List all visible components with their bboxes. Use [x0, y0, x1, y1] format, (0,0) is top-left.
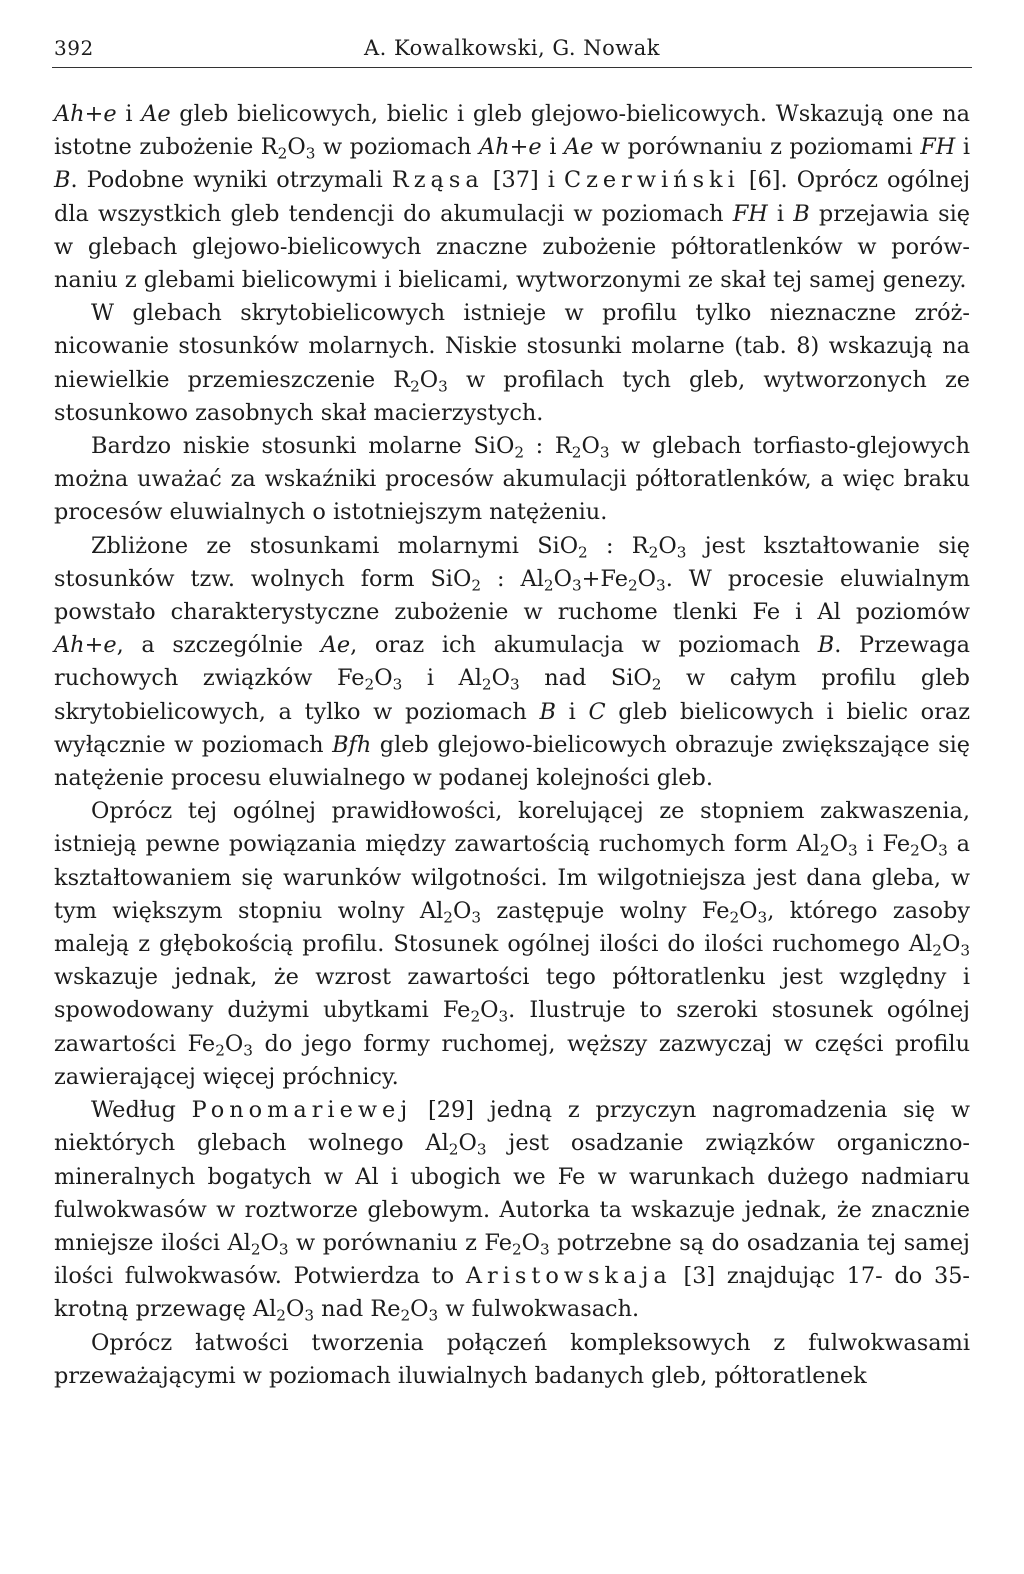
paragraph: Bardzo niskie stosunki molarne SiO$_2$ : $R_2O_3$ w glebach torfiasto-glejowych można uważać za wskaźniki procesów akumulacji półtoratlenków, a więc braku procesów eluwialnych o istotniejszym natężeniu.: [54, 433, 970, 526]
header-rule: [52, 67, 972, 68]
paragraph: Oprócz tej ogólnej prawidłowości, korelującej ze stopniem zakwaszenia, istnieją pewne powiązania między zawartością ruchomych form $Al_2O_3$ i $Fe_2O_3$ a kształtowaniem się warunków wilgotności. Im wilgotniejsza jest dana gleba, w tym większym stopniu wolny $Al_2O_3$ zastępuje wolny $Fe_2O_3$, którego zasoby maleją z głębokością profilu. Stosunek ogólnej ilości do ilości ruchomego $Al_2O_3$ wskazuje jednak, że wzrost zawartości tego półtoratlenku jest względny i spowodowany dużymi ubytkami $Fe_2O_3$. Ilustruje to szeroki stosunek ogólnej zawartości $Fe_2O_3$ do jego formy ruchomej, węższy zazwyczaj w części profilu zawierającej więcej próchnicy.: [54, 798, 971, 1090]
body-text: [54, 98, 970, 1393]
running-head: A. Kowalkowski, G. Nowak: [363, 36, 661, 60]
paragraph: Oprócz łatwości tworzenia połączeń kompleksowych z fulwokwasami przeważającymi w poziomach iluwialnych badanych gleb, półtoratlenek: [54, 1329, 970, 1389]
paragraph: Ah+e i Ae gleb bielicowych, bielic i gleb glejowo-bielicowych. Wskazują one na istotne zubożenie $R_2O_3$ w poziomach Ah+e i Ae w porównaniu z poziomami FH i B. Podobne wyniki otrzymali Rząsa [37] i Czerwiński [6]. Oprócz ogólnej dla wszystkich gleb tendencji do akumulacji w poziomach FH i B przejawia się w glebach glejowo-bielicowych znaczne zubożenie półtoratlenków w porównaniu z glebami bielicowymi i bielicami, wytworzonymi ze skał tej samej genezy.: [54, 101, 971, 294]
page-header: [52, 30, 972, 64]
page-number: 392: [54, 36, 94, 60]
paragraph: Według Ponomariewej [29] jedną z przyczyn nagromadzenia się w niektórych glebach wolnego $Al_2O_3$ jest osadzanie związków organiczno-mineralnych bogatych w Al i ubogich we Fe w warunkach dużego nadmiaru fulwokwasów w roztworze glebowym. Autorka ta wskazuje jednak, że znacznie mniejsze ilości $Al_2O_3$ w porównaniu z $Fe_2O_3$ potrzebne są do osadzania tej samej ilości fulwokwasów. Potwierdza to Aristowskaja [3] znajdując 17- do 35-krotną przewagę $Al_2O_3$ nad $Re_2O_3$ w fulwokwasach.: [54, 1097, 970, 1325]
paragraph: W glebach skrytobielicowych istnieje w profilu tylko nieznaczne zróżnicowanie stosunków molarnych. Niskie stosunki molarne (tab. 8) wskazują na niewielkie przemieszczenie $R_2O_3$ w profilach tych gleb, wytworzonych ze stosunkowo zasobnych skał macierzystych.: [54, 300, 970, 426]
paragraph: Zbliżone ze stosunkami molarnymi SiO$_2$ : $R_2O_3$ jest kształtowanie się stosunków tzw. wolnych form SiO$_2$ : $Al_2O_3+Fe_2O_3$. W procesie eluwialnym powstało charakterystyczne zubożenie w ruchome tlenki Fe i Al poziomów Ah+e, a szczególnie Ae, oraz ich akumulacja w poziomach B. Przewaga ruchowych związków $Fe_2O_3$ i $Al_2O_3$ nad SiO$_2$ w całym profilu gleb skrytobielicowych, a tylko w poziomach B i C gleb bielicowych i bielic oraz wyłącznie w poziomach Bfh gleb glejowo-bielicowych obrazuje zwiększające się natężenie procesu eluwialnego w podanej kolejności gleb.: [54, 532, 971, 792]
